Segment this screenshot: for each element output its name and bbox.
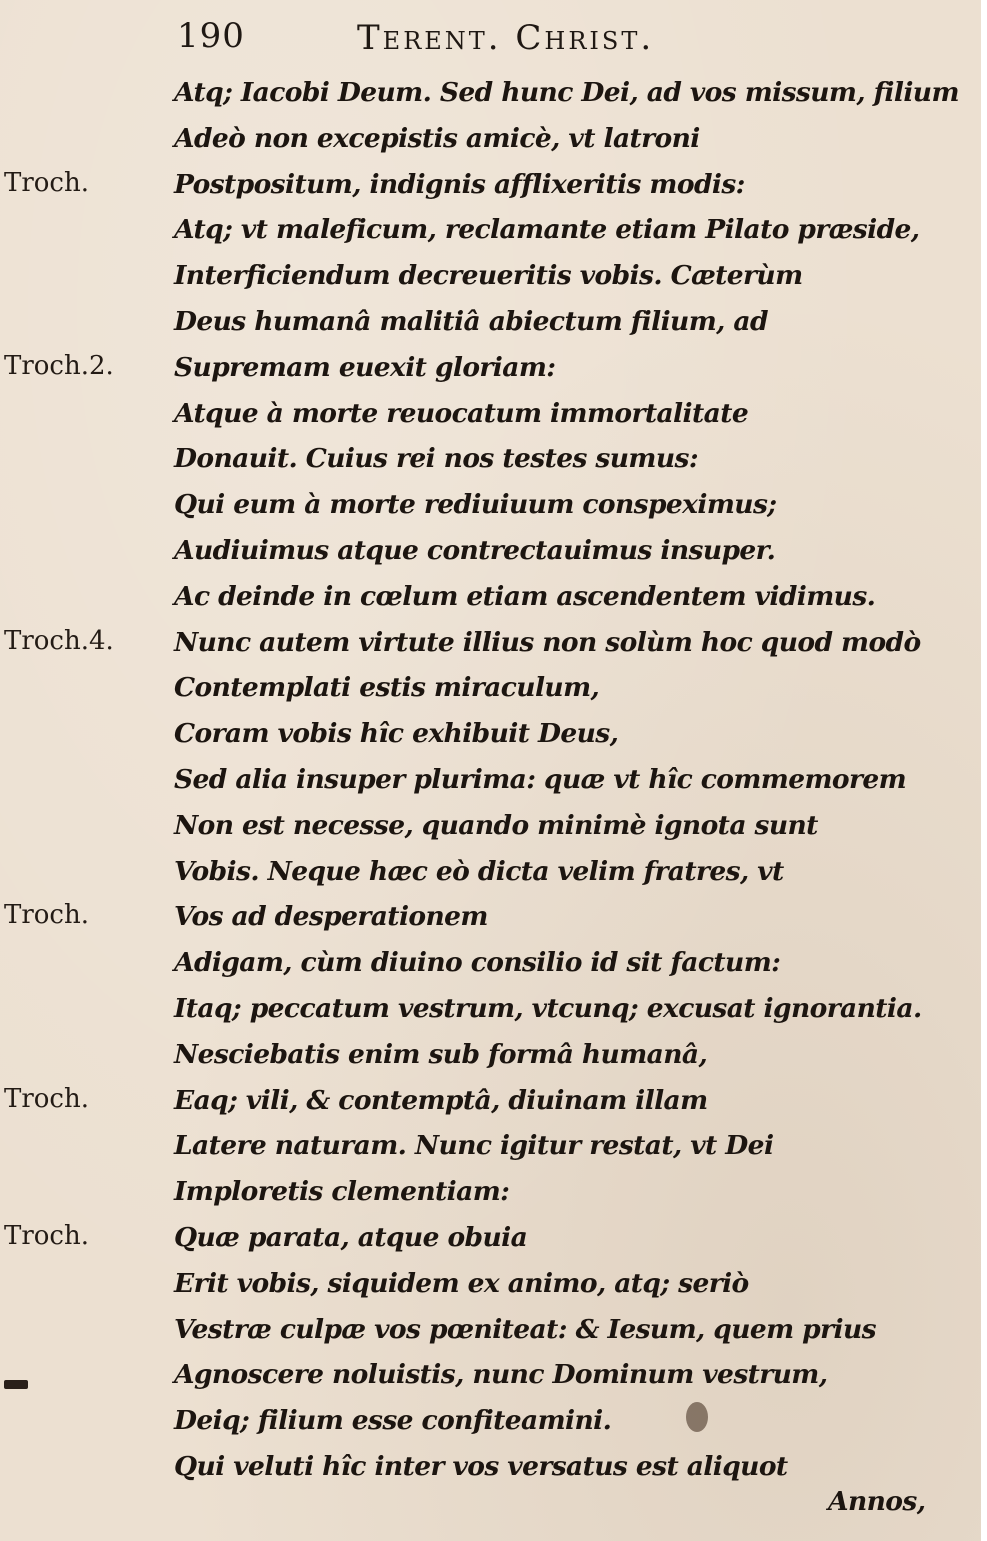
- verse-line: Deus humanâ malitiâ abiectum filium, ad: [174, 305, 768, 337]
- verse-line: Sed alia insuper plurima: quæ vt hîc commemorem: [174, 763, 907, 795]
- verse-line: Atque à morte reuocatum immortalitate: [174, 397, 749, 429]
- margin-note: Troch.: [4, 1221, 89, 1251]
- verse-line: Interficiendum decreueritis vobis. Cæterùm: [174, 260, 803, 292]
- verse-line: Vobis. Neque hæc eò dicta velim fratres, vt: [174, 855, 784, 887]
- verse-line: Itaq; peccatum vestrum, vtcunq; excusat ignorantia.: [174, 992, 922, 1024]
- verse-line: Audiuimus atque contrectauimus insuper.: [174, 534, 776, 566]
- verse-line: Quæ parata, atque obuia: [174, 1221, 528, 1253]
- verse-line: Agnoscere noluistis, nunc Dominum vestrum,: [174, 1359, 828, 1391]
- verse-line: Supremam euexit gloriam:: [174, 351, 556, 383]
- verse-line: Latere naturam. Nunc igitur restat, vt Dei: [174, 1130, 774, 1162]
- verse-line: Contemplati estis miraculum,: [174, 672, 600, 704]
- verse-line: Non est necesse, quando minimè ignota sunt: [174, 809, 818, 841]
- margin-notes: [0, 0, 140, 1541]
- verse-line: Atq; vt maleficum, reclamante etiam Pilato præside,: [174, 214, 920, 246]
- verse-line: Deiq; filium esse confiteamini.: [174, 1405, 612, 1437]
- verse-line: Nesciebatis enim sub formâ humanâ,: [174, 1038, 708, 1070]
- margin-note: Troch.4.: [4, 625, 114, 656]
- ink-blot: [686, 1402, 708, 1432]
- verse-line: Postpositum, indignis afflixeritis modis:: [174, 168, 745, 200]
- margin-note: Troch.: [4, 900, 89, 931]
- catchword: Annos,: [828, 1486, 926, 1517]
- verse-line: Adeò non excepistis amicè, vt latroni: [174, 122, 700, 154]
- margin-note: Troch.: [4, 1083, 89, 1114]
- verse-line: Qui veluti hîc inter vos versatus est aliquot: [174, 1450, 788, 1482]
- page-number: 190: [177, 16, 245, 56]
- margin-printer-mark: [4, 1380, 28, 1389]
- margin-note: Troch.2.: [4, 350, 114, 381]
- verse-line: Nunc autem virtute illius non solùm hoc quod modò: [174, 626, 921, 658]
- verse-line: Vestræ culpæ vos pœniteat: & Iesum, quem prius: [174, 1313, 876, 1345]
- margin-note: Troch.: [4, 167, 89, 198]
- verse-text: [174, 70, 964, 1490]
- verse-line: Qui eum à morte rediuiuum conspeximus;: [174, 489, 777, 521]
- verse-line: Donauit. Cuius rei nos testes sumus:: [174, 443, 699, 475]
- verse-line: Adigam, cùm diuino consilio id sit factum:: [174, 947, 781, 979]
- running-head: Terent. Christ.: [357, 18, 655, 58]
- verse-line: Vos ad desperationem: [174, 901, 488, 933]
- verse-line: Atq; Iacobi Deum. Sed hunc Dei, ad vos missum, filium: [174, 77, 959, 108]
- page-header: [0, 14, 987, 64]
- verse-line: Coram vobis hîc exhibuit Deus,: [174, 718, 619, 750]
- verse-line: Imploretis clementiam:: [174, 1176, 510, 1208]
- verse-line: Ac deinde in cœlum etiam ascendentem vidimus.: [174, 580, 876, 612]
- verse-line: Erit vobis, siquidem ex animo, atq; seriò: [174, 1267, 749, 1299]
- verse-line: Eaq; vili, & contemptâ, diuinam illam: [174, 1084, 708, 1116]
- page-edge: [981, 0, 987, 1541]
